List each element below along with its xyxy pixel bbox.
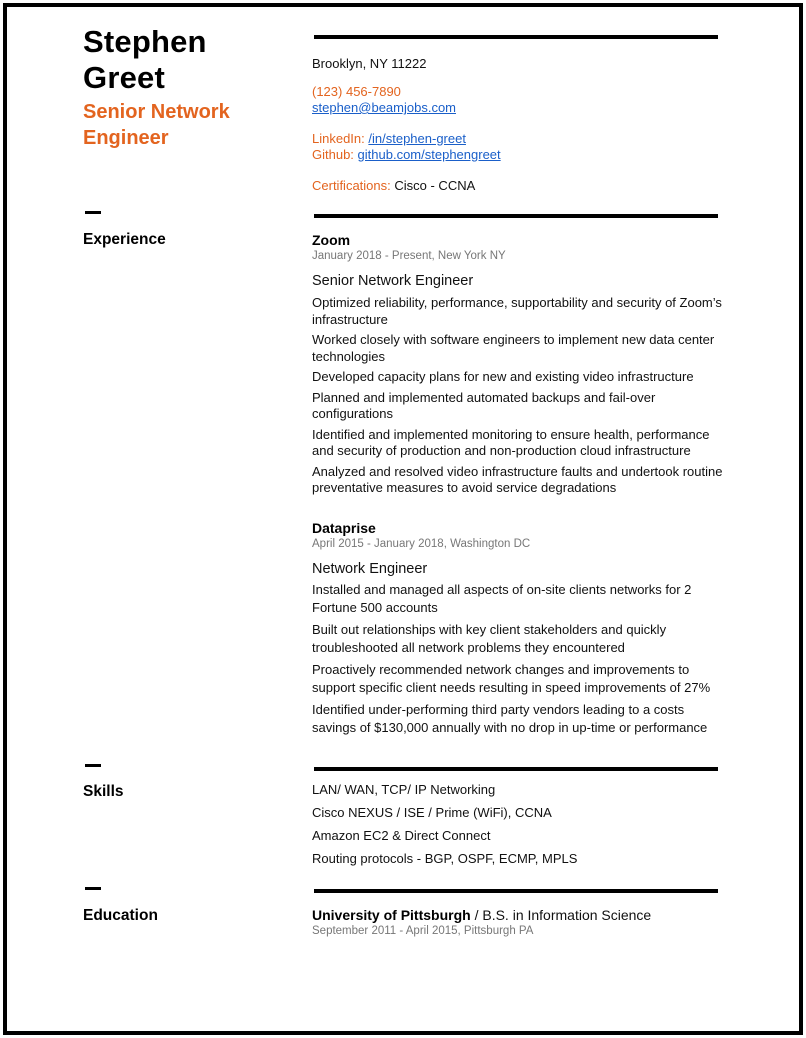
section-heading-experience: Experience [83, 231, 166, 248]
section-dash [85, 764, 101, 767]
divider-rule [314, 214, 718, 218]
section-heading-skills: Skills [83, 783, 124, 800]
list-item: Amazon EC2 & Direct Connect [312, 828, 491, 843]
school-name: University of Pittsburgh [312, 907, 471, 923]
linkedin-label: LinkedIn: [312, 130, 365, 146]
email-link[interactable]: stephen@beamjobs.com [312, 100, 456, 115]
education-entry [312, 906, 724, 939]
linkedin-link[interactable]: /in/stephen-greet [368, 130, 466, 146]
section-dash [85, 211, 101, 214]
company-name: Zoom [312, 232, 351, 248]
list-item: Analyzed and resolved video infrastructure faults and undertook routine preventative measures to avoid service degradations [312, 463, 723, 495]
job-dates: April 2015 - January 2018, Washington DC [312, 538, 531, 550]
experience-list [312, 231, 724, 501]
list-item: Optimized reliability, performance, supportability and security of Zoom’s infrastructure [312, 295, 722, 327]
list-item: Cisco NEXUS / ISE / Prime (WiFi), CCNA [312, 805, 552, 820]
list-item: Planned and implemented automated backups and fail-over configurations [312, 389, 656, 421]
name-last: Greet [83, 60, 165, 95]
list-item: Installed and managed all aspects of on-site clients networks for 2 Fortune 500 accounts [312, 582, 692, 615]
skills-list [312, 782, 724, 874]
list-item: Developed capacity plans for new and existing video infrastructure [312, 369, 694, 384]
candidate-name [83, 24, 207, 96]
divider-rule [314, 35, 718, 39]
certifications-value: Cisco - CCNA [394, 177, 476, 193]
education-separator: / [470, 907, 483, 923]
list-item: Worked closely with software engineers to implement new data center technologies [312, 332, 715, 364]
certifications-label: Certifications: [312, 177, 391, 193]
job-entry [312, 231, 724, 497]
github-label: Github: [312, 147, 354, 162]
list-item: Routing protocols - BGP, OSPF, ECMP, MPLS [312, 851, 578, 866]
job-role: Senior Network Engineer [312, 273, 474, 289]
degree-name: B.S. in Information Science [482, 907, 652, 923]
github-link[interactable]: github.com/stephengreet [357, 147, 501, 162]
section-heading-education: Education [83, 907, 158, 924]
list-item: Identified and implemented monitoring to ensure health, performance and security of production and non-production cloud infrastructure [312, 426, 710, 458]
contact-block [312, 56, 724, 194]
job-dates: January 2018 - Present, New York NY [312, 250, 506, 262]
job-bullets [312, 581, 724, 737]
list-item: Proactively recommended network changes and improvements to support specific client needs resulting in speed improvements of 27% [312, 662, 711, 695]
divider-rule [314, 767, 718, 771]
phone-text: (123) 456-7890 [312, 83, 401, 99]
list-item: LAN/ WAN, TCP/ IP Networking [312, 782, 496, 797]
list-item: Identified under-performing third party vendors leading to a costs savings of $130,000 annually with no drop in up-time or performance [312, 702, 708, 735]
divider-rule [314, 889, 718, 893]
company-name: Dataprise [312, 520, 376, 536]
job-role: Network Engineer [312, 561, 428, 577]
list-item: Built out relationships with key client stakeholders and quickly troubleshooted all network problems they encountered [312, 622, 667, 655]
education-dates: September 2011 - April 2015, Pittsburgh PA [312, 925, 534, 937]
name-first: Stephen [83, 24, 207, 59]
section-dash [85, 887, 101, 890]
job-bullets [312, 295, 724, 497]
job-entry [312, 519, 724, 741]
location-text: Brooklyn, NY 11222 [312, 56, 427, 71]
job-title: Senior Network Engineer [83, 101, 230, 149]
